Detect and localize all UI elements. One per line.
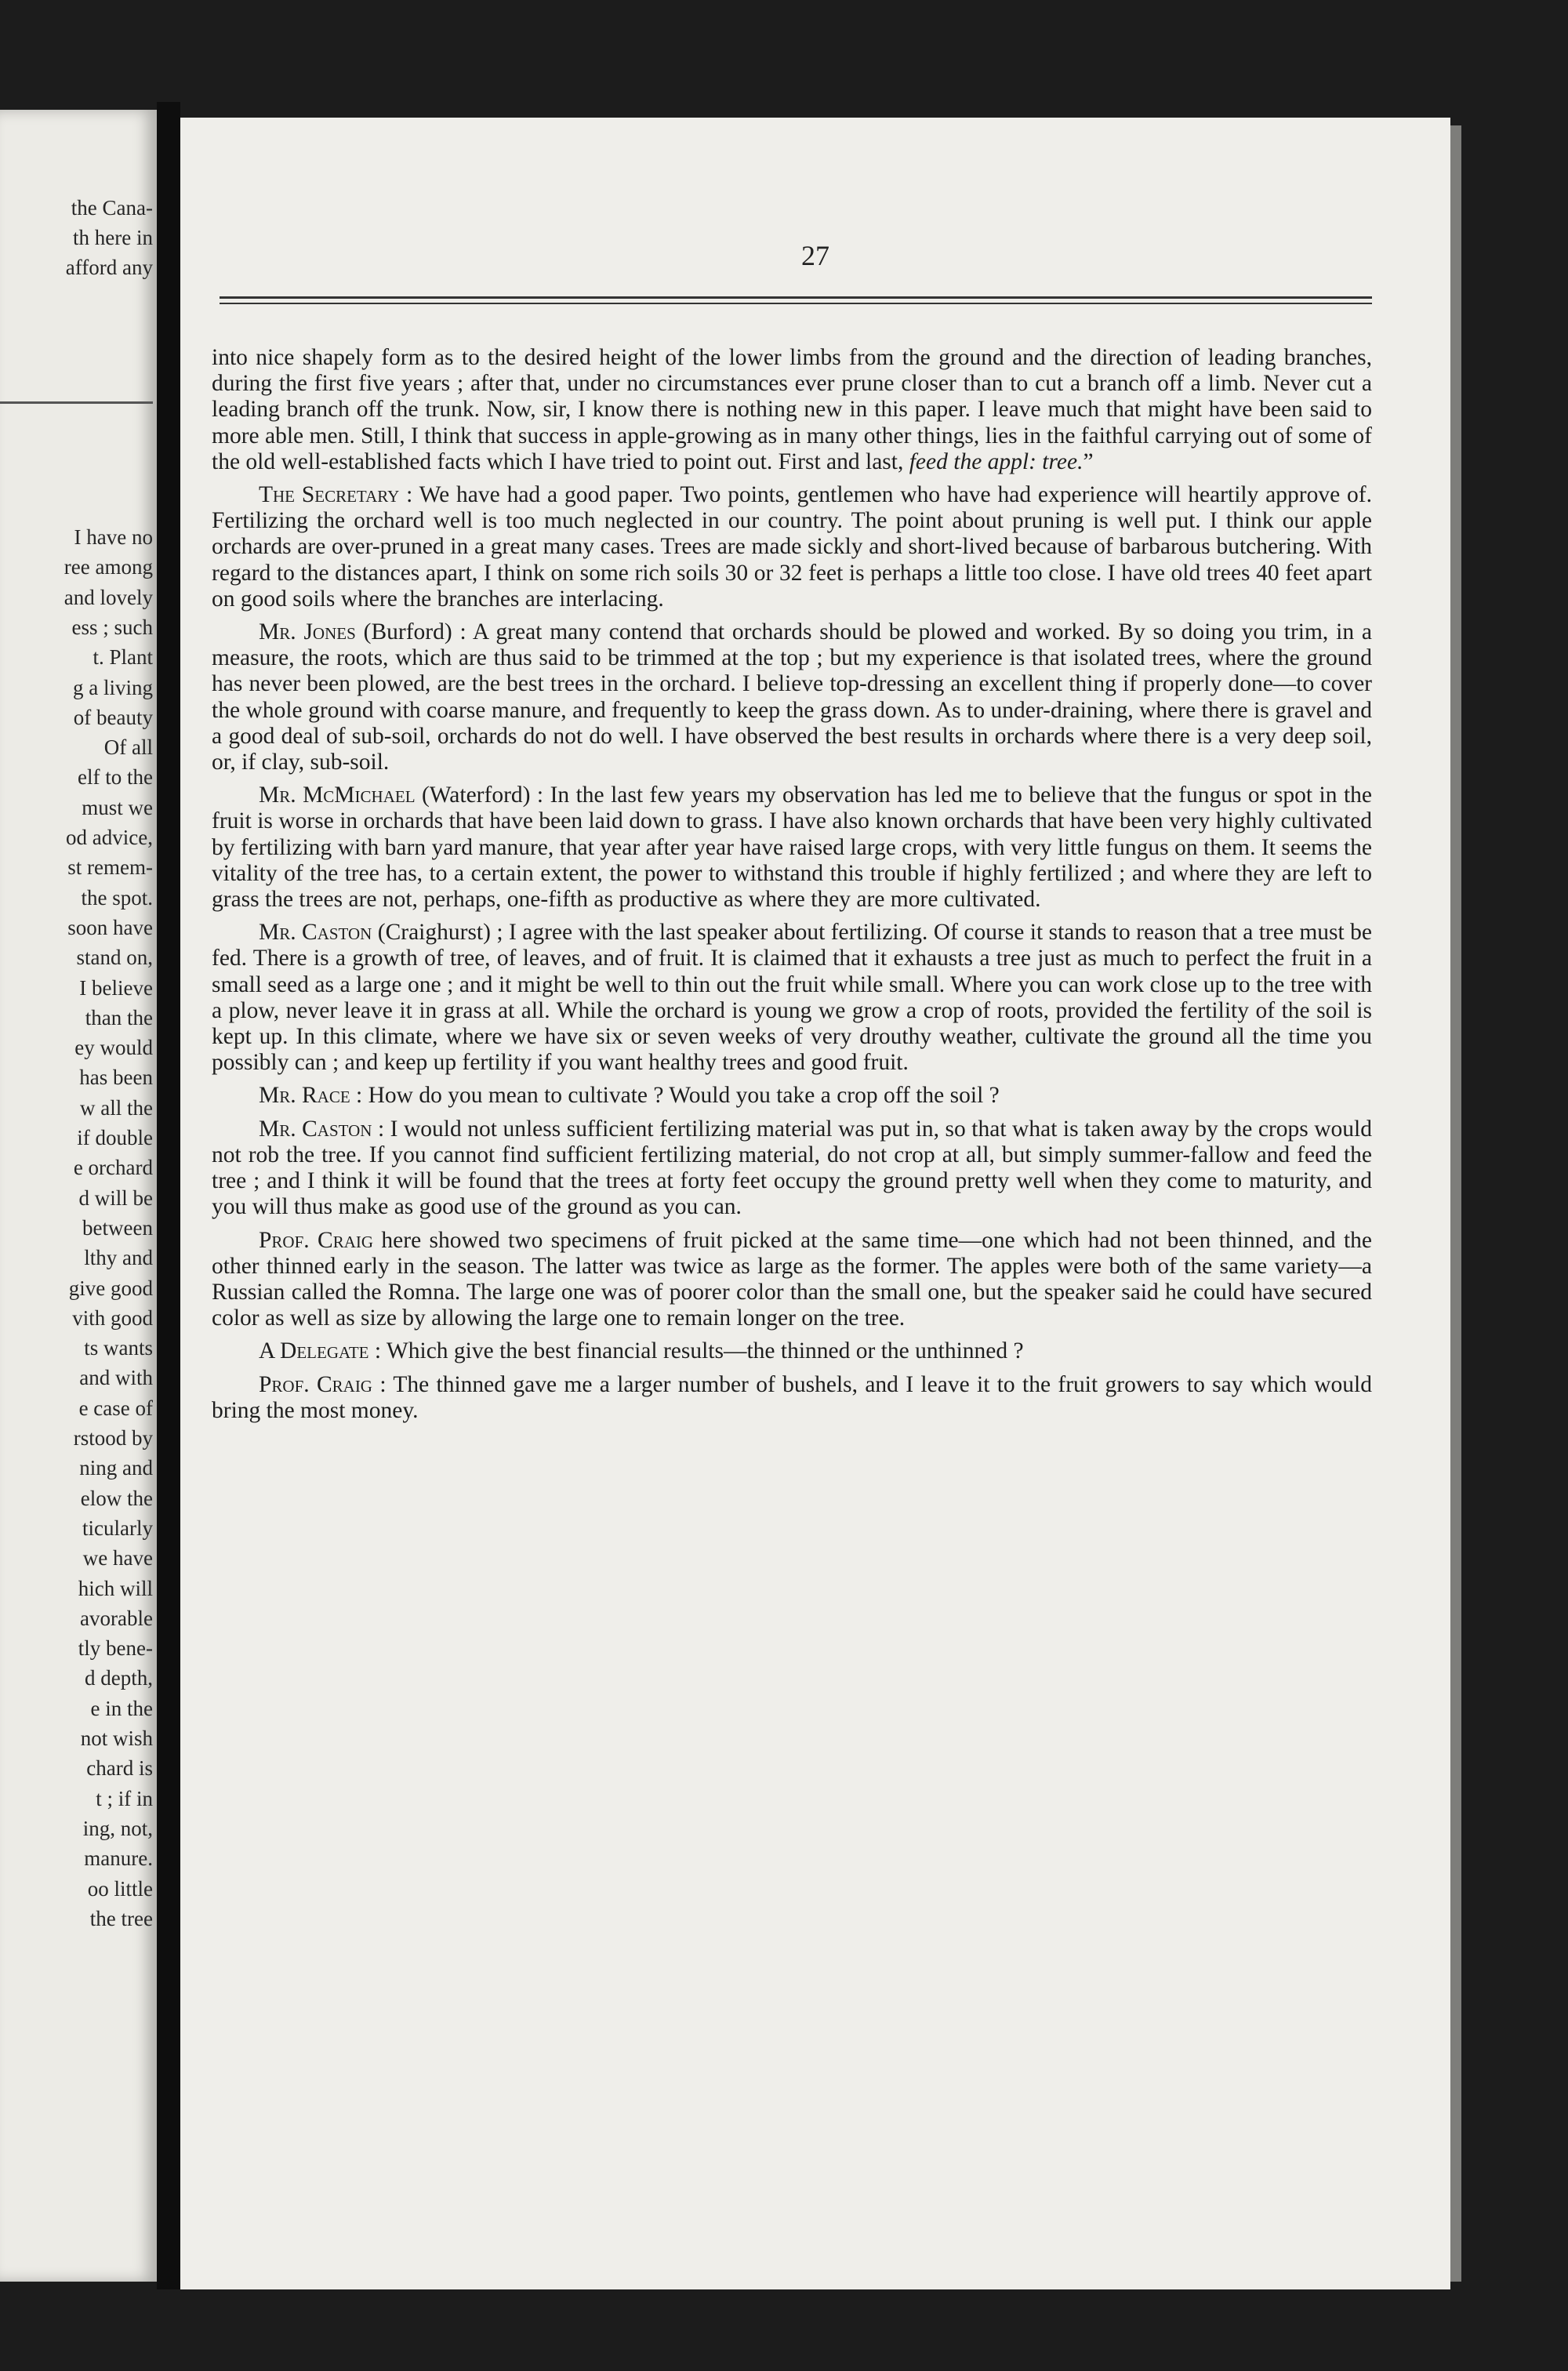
facing-page-line: manure.: [84, 1846, 153, 1871]
facing-page-line: ts wants: [84, 1336, 153, 1360]
book-gutter: [157, 102, 180, 2289]
paragraph-secretary: [212, 482, 1372, 612]
facing-page-line: th here in: [73, 226, 153, 249]
closing-phrase: feed the appl: tree.: [909, 448, 1083, 474]
facing-page-rule: [0, 401, 153, 404]
paragraph-text: : I would not unless sufficient fertilizing material was put in, so that what is taken away by the crops would not rob the tree. If you cannot find sufficient fertilizing material, do not crop at all, but simply summer-fallow and feed the tree ; and I think it will be found that the trees at forty feet occupy the ground pretty well when they come to maturity, and you will thus make as good use of the ground as you can.: [212, 1116, 1372, 1220]
facing-page-line: must we: [82, 795, 153, 819]
facing-page-line: d will be: [78, 1186, 153, 1210]
page-number: 27: [801, 240, 829, 271]
facing-page-line: elow the: [80, 1486, 153, 1510]
facing-page-line: st remem-: [67, 855, 153, 880]
paragraph-jones: [212, 619, 1372, 775]
paragraph-text: (Craighurst) ; I agree with the last speaker about fertilizing. Of course it stands to reason that a tree must be fed. There is a growth of tree, of leaves, and of fruit. It is claimed that it exhausts a tree just as much to perfect the fruit in a small seed as a large one ; and it might be well to thin out the fruit while small. Where you can work close up to the tree with a plow, never leave it in grass at all. While the orchard is young we grow a crop of roots, provided the fertility of the soil is kept up. In this climate, where we have six or seven weeks of very drouthy weather, cultivate the ground all the time you possibly can ; and keep up fertility if you want healthy trees and good fruit.: [212, 920, 1372, 1076]
facing-page-line: t. Plant: [93, 645, 153, 670]
facing-page-line: and lovely: [64, 585, 153, 609]
paragraph-race: [212, 1083, 1372, 1109]
facing-page-line: afford any: [65, 256, 153, 279]
facing-page-line: I have no: [74, 525, 153, 549]
paragraph-text: (Burford) : A great many contend that orchards should be plowed and worked. By so doing you trim, in a measure, the roots, which are thus said to be trimmed at the top ; but my experience is that isolated trees, where the ground has never been plowed, are the best trees in the orchard. I believe top-dressing an excellent thing if properly done—to cover the whole ground with coarse manure, and frequently to keep the grass down. As to under-draining, where there is gravel and a good deal of sub-soil, orchards do not do well. I have observed the best results in orchards where there is a very deep soil, or, if clay, sub-soil.: [212, 619, 1373, 775]
paragraph-text: (Waterford) : In the last few years my observation has led me to believe that the fungus or spot in the fruit is worse in orchards that have been laid down to grass. I have also known orchards that have been very highly cultivated by fertilizing with barn yard manure, that year after year have raised large crops, with very little fungus on them. It seems the vitality of the tree has, to a certain extent, the power to withstand this trouble if highly fertilized ; and where they are left to grass the trees are not, perhaps, one-fifth as productive as where they are more cultivated.: [212, 782, 1372, 913]
facing-page-line: lthy and: [84, 1246, 153, 1270]
paragraph-paper-conclusion: [212, 345, 1372, 475]
paragraph-text: : Which give the best financial results—the thinned or the unthinned ?: [368, 1338, 1024, 1364]
facing-page-line: we have: [82, 1546, 153, 1570]
facing-page-line: ey would: [74, 1036, 153, 1060]
facing-page-line: vith good: [72, 1305, 153, 1330]
speaker-name: Mr. Caston: [259, 920, 372, 946]
facing-page-line: of beauty: [73, 705, 153, 729]
paragraph-craig-1: [212, 1228, 1372, 1332]
paragraph-mcmichael: [212, 782, 1372, 913]
facing-page-line: hich will: [78, 1576, 153, 1600]
speaker-name: Mr. McMichael: [259, 782, 416, 808]
speaker-name: Prof. Craig: [259, 1227, 374, 1253]
page-edge: [1450, 125, 1461, 2282]
paragraph-craig-2: [212, 1372, 1372, 1424]
closing-quote: ”: [1083, 448, 1094, 474]
facing-page-line: d depth,: [85, 1666, 153, 1690]
facing-page-line: than the: [85, 1005, 153, 1029]
paragraph-delegate: [212, 1338, 1372, 1364]
facing-page-line: g a living: [73, 675, 153, 699]
paragraph-caston-1: [212, 920, 1372, 1076]
facing-page-line: od advice,: [66, 826, 153, 849]
facing-page-line: give good: [68, 1276, 153, 1300]
speaker-name: The Secretary: [259, 482, 400, 508]
facing-page-line: w all the: [80, 1095, 153, 1120]
speaker-name: Mr. Race: [259, 1083, 350, 1109]
facing-page-line: the spot.: [81, 885, 153, 910]
facing-page-line: the Cana-: [71, 196, 153, 220]
facing-page-line: chard is: [86, 1756, 153, 1781]
facing-page-line: between: [82, 1215, 153, 1240]
facing-page-line: ning and: [79, 1456, 153, 1480]
paragraph-text: : We have had a good paper. Two points, gentlemen who have had experience will heartily approve of. Fertilizing the orchard well is too much neglected in our country. The point about pruning is well put. I think our apple orchards are over-pruned in a great many cases. Trees are made sickly and short-lived because of barbarous butchering. With regard to the distances apart, I think on some rich soils 30 or 32 feet is perhaps a little too close. I have old trees 40 feet apart on good soils where the branches are interlacing.: [212, 482, 1372, 612]
facing-page-line: stand on,: [76, 946, 153, 970]
speaker-name: Mr. Caston: [259, 1116, 372, 1142]
paragraph-text: : The thinned gave me a larger number of bushels, and I leave it to the fruit growers to say which would bring the most money.: [212, 1371, 1373, 1423]
facing-page-line: the tree: [89, 1906, 153, 1930]
facing-page-line: oo little: [87, 1876, 153, 1901]
paragraph-text: here showed two specimens of fruit picked at the same time—one which had not been thinned, and the other thinned early in the season. The latter was twice as large as the former. The apples were both of the same variety—a Russian called the Romna. The large one was of poorer color than the small one, but the speaker said he could have secured color as well as size by allowing the large one to remain longer on the tree.: [212, 1227, 1372, 1331]
paragraph-caston-2: [212, 1117, 1372, 1221]
facing-page-line: avorable: [80, 1606, 153, 1630]
facing-page-line: Of all: [103, 735, 153, 760]
speaker-name: Prof. Craig: [259, 1371, 372, 1397]
facing-page-line: e orchard: [73, 1156, 153, 1180]
paragraph-text: into nice shapely form as to the desired height of the lower limbs from the ground and the direction of leading branches, during the first five years ; after that, under no circumstances ever prune closer than to cut a branch off a limb. Never cut a leading branch off the trunk. Now, sir, I know there is nothing new in this paper. I leave much that might have been said to more able men. Still, I think that success in apple-growing as in many other things, lies in the faithful carrying out of some of the old well-established facts which I have tried to point out. First and last,: [212, 345, 1372, 474]
page-body: [212, 345, 1372, 1431]
facing-page-line: t ; if in: [96, 1786, 153, 1810]
facing-page-line: rstood by: [73, 1426, 153, 1450]
facing-page-line: ticularly: [82, 1516, 153, 1540]
facing-page-line: e in the: [90, 1696, 153, 1720]
book-page: [180, 118, 1450, 2289]
facing-page-fragment: [0, 110, 157, 2282]
header-rule-thick: [220, 296, 1372, 299]
facing-page-line: tly bene-: [78, 1636, 153, 1661]
facing-page-line: e case of: [78, 1396, 153, 1420]
speaker-name: Mr. Jones: [259, 619, 356, 645]
facing-page-line: and with: [79, 1366, 153, 1390]
facing-page-line: ree among: [64, 555, 153, 579]
header-rule-thin: [220, 303, 1372, 304]
facing-page-line: elf to the: [78, 765, 153, 790]
facing-page-line: soon have: [67, 915, 153, 939]
facing-page-line: ess ; such: [71, 615, 153, 639]
facing-page-line: if double: [77, 1126, 153, 1149]
facing-page-line: not wish: [80, 1727, 153, 1750]
speaker-name: A Delegate: [259, 1338, 369, 1364]
facing-page-line: ing, not,: [82, 1816, 153, 1840]
facing-page-line: has been: [79, 1066, 153, 1090]
facing-page-line: I believe: [79, 975, 153, 1000]
paragraph-text: : How do you mean to cultivate ? Would you take a crop off the soil ?: [350, 1083, 1000, 1109]
